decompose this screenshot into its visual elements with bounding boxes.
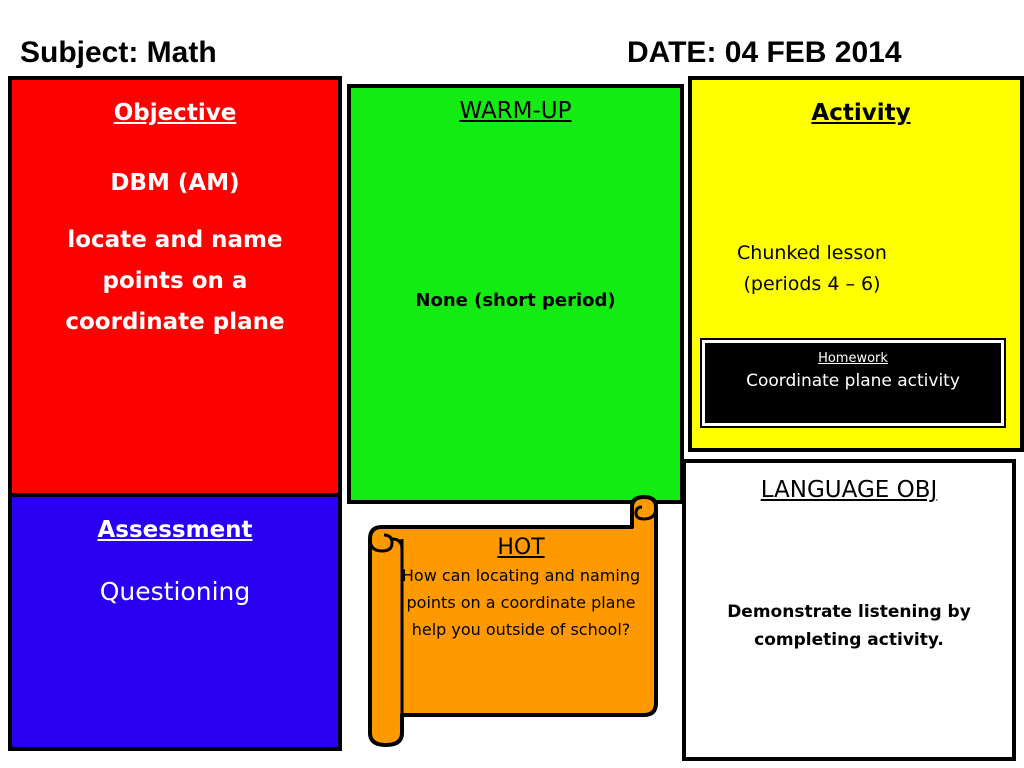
assessment-title: Assessment	[97, 517, 253, 543]
language-text: Demonstrate listening by completing activity.	[727, 602, 971, 650]
homework-title: Homework	[818, 351, 888, 366]
warmup-title: WARM-UP	[459, 98, 572, 124]
activity-description	[692, 238, 932, 300]
hot-body: How can locating and naming points on a coordinate plane help you outside of school?	[401, 566, 641, 639]
activity-line-2: (periods 4 – 6)	[743, 273, 881, 295]
warmup-text: None (short period)	[415, 290, 616, 311]
hot-title: HOT	[497, 535, 545, 560]
language-title: LANGUAGE OBJ	[760, 477, 938, 503]
objective-text: locate and name points on a coordinate plane	[65, 227, 285, 335]
subject-heading: Subject: Math	[20, 36, 217, 69]
hot-question	[400, 535, 642, 643]
warmup-panel	[347, 84, 684, 504]
assessment-text: Questioning	[99, 577, 251, 606]
language-objective-panel	[682, 459, 1016, 761]
activity-title: Activity	[811, 100, 911, 126]
assessment-panel	[8, 493, 342, 751]
date-heading: DATE: 04 FEB 2014	[627, 36, 902, 69]
objective-title: Objective	[113, 100, 237, 126]
homework-text: Coordinate plane activity	[746, 371, 960, 391]
objective-code: DBM (AM)	[110, 170, 240, 196]
objective-panel	[8, 76, 342, 500]
activity-line-1: Chunked lesson	[737, 242, 887, 264]
homework-panel	[702, 340, 1004, 426]
